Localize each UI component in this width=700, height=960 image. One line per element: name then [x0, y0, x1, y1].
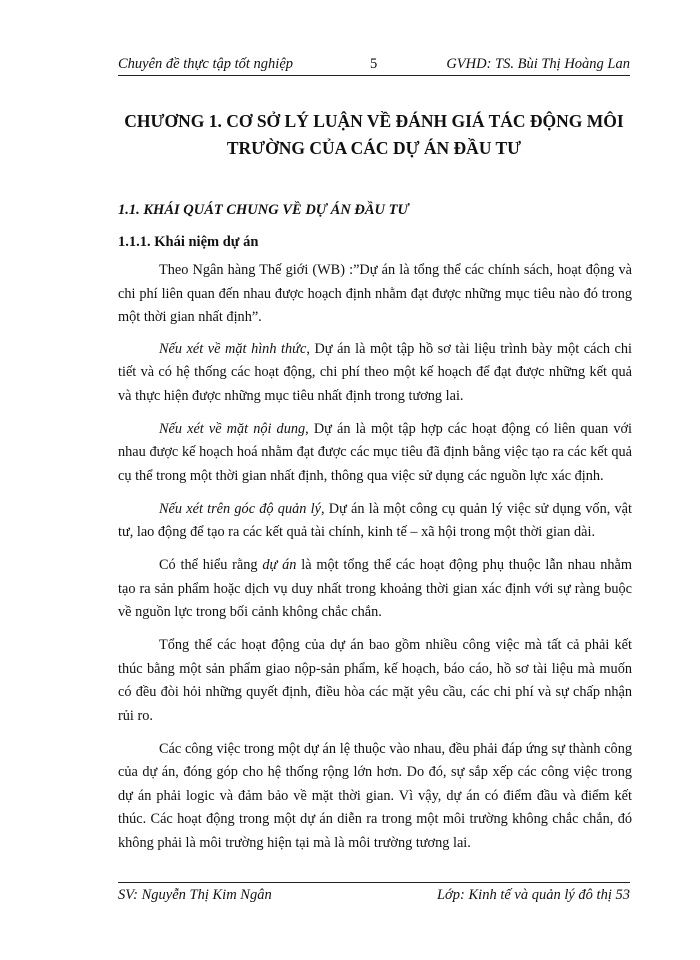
chapter-title-line-1: CHƯƠNG 1. CƠ SỞ LÝ LUẬN VỀ ĐÁNH GIÁ TÁC ĐỘNG MÔI — [124, 111, 624, 131]
paragraph-summary-term: dự án — [262, 557, 297, 573]
paragraph-summary — [118, 554, 632, 625]
paragraph-form-lead: Nếu xét về mặt hình thức — [159, 340, 307, 357]
footer-divider — [118, 882, 630, 883]
section-heading: 1.1. KHÁI QUÁT CHUNG VỀ DỰ ÁN ĐẦU TƯ — [118, 202, 409, 218]
paragraph-form — [118, 338, 632, 409]
paragraph-definition-wb: Theo Ngân hàng Thế giới (WB) :”Dự án là tổng thể các chính sách, hoạt động và chi phí liên quan đến nhau được hoạch định nhằm đạt được những mục tiêu nào đó trong một thời gian nhất định”. — [118, 262, 632, 325]
footer-class: Lớp: Kinh tế và quản lý đô thị 53 — [436, 887, 630, 903]
page-footer — [118, 887, 630, 905]
chapter-title-line-2: TRƯỜNG CỦA CÁC DỰ ÁN ĐẦU TƯ — [226, 138, 522, 158]
page-number: 5 — [370, 56, 378, 72]
paragraph-summary-text: là một tổng thể các hoạt động phụ thuộc lẫn nhau nhằm tạo ra sản phẩm hoặc dịch vụ duy nhất trong khoảng thời gian xác định với sự ràng buộc về nguồn lực trong bối cảnh không chắc chắn. — [118, 557, 632, 620]
paragraph-management-text: , Dự án là một công cụ quản lý việc sử dụng vốn, vật tư, lao động để tạo ra các kết quả tài chính, kinh tế – xã hội trong một thời gian dài. — [118, 500, 632, 540]
paragraph-content-text: , Dự án là một tập hợp các hoạt động có liên quan với nhau được kế hoạch hoá nhằm đạt được các mục tiêu đã định bằng việc tạo ra các kết quả cụ thể trong một thời gian nhất định, thông qua việc sử dụng các nguồn lực xác định. — [118, 420, 632, 484]
page-header — [118, 56, 630, 74]
subsection-heading: 1.1.1. Khái niệm dự án — [118, 234, 259, 250]
paragraph-dependencies: Các công việc trong một dự án lệ thuộc vào nhau, đều phải đáp ứng sự thành công của dự án, đóng góp cho hệ thống rộng lớn hơn. Do đó, sự sắp xếp các công việc trong dự án phải logic và đảm bảo về mặt thời gian. Vì vậy, dự án có điểm đầu và điểm kết thúc. Các hoạt động trong một dự án diễn ra trong một môi trường không chắc chắn, đó không phải là môi trường hiện tại mà là môi trường tương lai. — [118, 740, 632, 851]
paragraph-management — [118, 498, 632, 545]
paragraph-form-text: , Dự án là một tập hồ sơ tài liệu trình bày một cách chi tiết và có hệ thống các hoạt động, chi phí theo một kế hoạch để đạt được những kết quả và thực hiện được những mục tiêu nhất định trong tương lai. — [118, 340, 632, 404]
paragraph-summary-pre: Có thể hiểu rằng — [159, 557, 263, 573]
paragraph-management-lead: Nếu xét trên góc độ quản lý — [159, 500, 321, 517]
paragraph-content — [118, 418, 632, 489]
body-text — [118, 259, 632, 865]
header-course-title: Chuyên đề thực tập tốt nghiệp — [118, 56, 294, 72]
paragraph-activities: Tổng thể các hoạt động của dự án bao gồm nhiều công việc mà tất cả phải kết thúc bằng một sản phẩm giao nộp-sản phẩm, kế hoạch, báo cáo, hồ sơ tài liệu mà muốn có đều đòi hỏi những quyết định, điều hòa các mặt yêu cầu, các chi phí và sự chấp nhận rủi ro. — [118, 637, 632, 724]
header-supervisor: GVHD: TS. Bùi Thị Hoàng Lan — [446, 56, 630, 72]
chapter-title — [100, 108, 648, 162]
footer-student: SV: Nguyễn Thị Kim Ngân — [118, 887, 272, 903]
header-divider — [118, 75, 630, 76]
paragraph-content-lead: Nếu xét về mặt nội dung — [159, 420, 306, 437]
